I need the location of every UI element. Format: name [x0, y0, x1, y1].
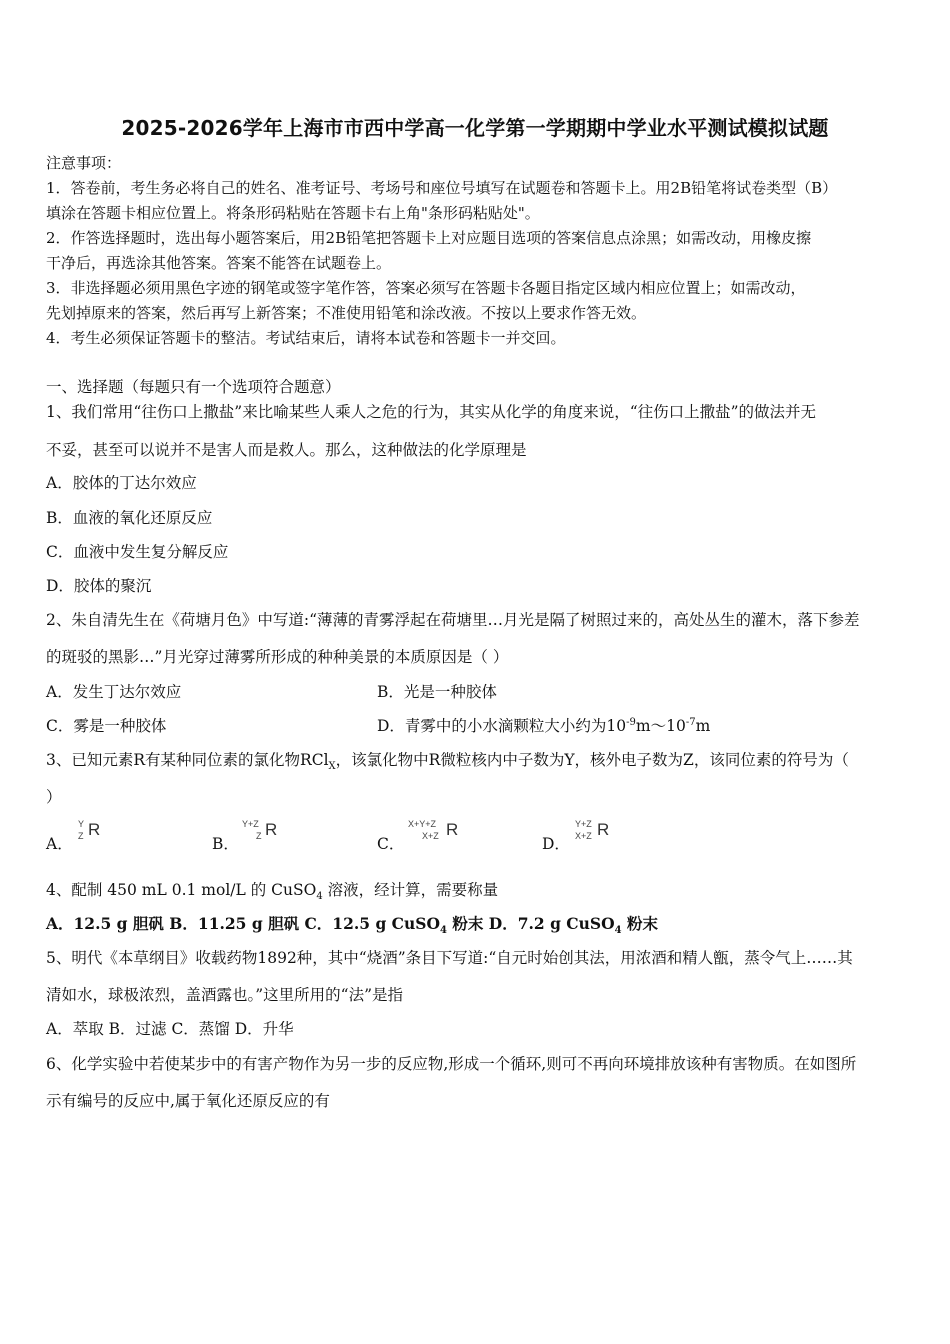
question-text: [46, 748, 849, 772]
mass-number: Y: [78, 819, 85, 829]
question-text-part: 溶液，经计算，需要称量: [322, 881, 499, 899]
mass-number: Y+Z: [242, 819, 259, 829]
question-text: ）: [46, 788, 62, 806]
option-a: A．胶体的丁达尔效应: [46, 474, 197, 492]
notes-line: 干净后，再选涂其他答案。答案不能答在试题卷上。: [46, 254, 392, 272]
options-row: A．萃取 B．过滤 C．蒸馏 D．升华: [46, 1020, 294, 1038]
notes-line: 先划掉原来的答案，然后再写上新答案；不准使用铅笔和涂改液。不按以上要求作答无效。: [46, 304, 647, 322]
atomic-number: Z: [256, 831, 262, 841]
option-b: B．: [212, 835, 239, 853]
option-d: D．: [542, 835, 570, 853]
option-d: [377, 714, 710, 736]
section-heading: 一、选择题（每题只有一个选项符合题意）: [46, 378, 341, 396]
options-text: 粉末 D．7.2 g CuSO: [446, 914, 615, 933]
option-b: B．光是一种胶体: [377, 683, 497, 701]
options-text: A．12.5 g 胆矾 B．11.25 g 胆矾 C．12.5 g CuSO: [46, 914, 440, 933]
option-d-text: m～10: [635, 717, 686, 735]
notes-line: 2．作答选择题时，选出每小题答案后，用2B铅笔把答题卡上对应题目选项的答案信息点涂黑；如需改动，用橡皮擦: [46, 229, 812, 247]
question-text: 示有编号的反应中,属于氧化还原反应的有: [46, 1092, 330, 1110]
element-symbol: R: [88, 820, 101, 839]
mass-number: Y+Z: [575, 819, 592, 829]
option-d-text: m: [695, 717, 711, 735]
option-c: C．血液中发生复分解反应: [46, 543, 229, 561]
question-text: 5、明代《本草纲目》收载药物1892种，其中“烧酒”条目下写道:“自元时始创其法，用浓酒和精人甑，蒸令气上……其: [46, 949, 853, 967]
element-symbol: R: [597, 820, 610, 839]
question-text: 1、我们常用“往伤口上撒盐”来比喻某些人乘人之危的行为，其实从化学的角度来说，“往伤口上撒盐”的做法并无: [46, 403, 817, 421]
option-d-text: D．青雾中的小水滴颗粒大小约为10: [377, 717, 627, 735]
notes-line: 填涂在答题卡相应位置上。将条形码粘贴在答题卡右上角"条形码粘贴处"。: [46, 204, 540, 222]
option-c: C．雾是一种胶体: [46, 717, 167, 735]
element-symbol: R: [446, 820, 459, 839]
option-c: C．: [377, 835, 405, 853]
question-text-part: ，该氯化物中R微粒核内中子数为Y，核外电子数为Z，该同位素的符号为（: [335, 751, 849, 769]
subscript: 4: [614, 925, 622, 937]
question-text: 清如水，球极浓烈，盖酒露也。”这里所用的“法”是指: [46, 986, 404, 1004]
option-a: A．发生丁达尔效应: [46, 683, 182, 701]
subscript: X: [328, 761, 336, 773]
question-text: [46, 878, 498, 902]
mass-number: X+Y+Z: [408, 819, 437, 829]
question-text: 的斑驳的黑影…”月光穿过薄雾所形成的种种美景的本质原因是（ ）: [46, 648, 509, 666]
subscript: 4: [316, 891, 323, 903]
atomic-number: X+Z: [575, 831, 592, 841]
exponent: -7: [685, 716, 696, 728]
question-text: 6、化学实验中若使某步中的有害产物作为另一步的反应物,形成一个循环,则可不再向环境排放该种有害物质。在如图所: [46, 1055, 857, 1073]
atomic-number: X+Z: [422, 831, 439, 841]
options-text: 粉末: [621, 914, 658, 933]
notes-line: 1．答卷前，考生务必将自己的姓名、准考证号、考场号和座位号填写在试题卷和答题卡上。用2B铅笔将试卷类型（B）: [46, 179, 838, 197]
question-text: 不妥，甚至可以说并不是害人而是救人。那么，这种做法的化学原理是: [46, 441, 527, 459]
notes-heading: 注意事项：: [46, 154, 122, 172]
question-text: 2、朱自清先生在《荷塘月色》中写道:“薄薄的青雾浮起在荷塘里…月光是隔了树照过来的，高处丛生的灌木，落下参差: [46, 611, 860, 629]
page-title: 2025-2026学年上海市市西中学高一化学第一学期期中学业水平测试模拟试题: [121, 116, 829, 140]
exponent: -9: [626, 716, 636, 728]
atomic-number: Z: [78, 831, 84, 841]
question-text-part: 4、配制 450 mL 0.1 mol/L 的 CuSO: [46, 881, 317, 899]
subscript: 4: [440, 925, 447, 937]
options-row: [46, 912, 658, 936]
question-text-part: 3、已知元素R有某种同位素的氯化物RCl: [46, 751, 329, 769]
element-symbol: R: [265, 820, 278, 839]
option-d: D．胶体的聚沉: [46, 577, 152, 595]
notes-line: 4．考生必须保证答题卡的整洁。考试结束后，请将本试卷和答题卡一并交回。: [46, 329, 566, 347]
option-b: B．血液的氧化还原反应: [46, 509, 213, 527]
option-a: A．: [46, 835, 73, 853]
notes-line: 3．非选择题必须用黑色字迹的钢笔或签字笔作答，答案必须写在答题卡各题目指定区域内相应位置上；如需改动，: [46, 279, 806, 297]
